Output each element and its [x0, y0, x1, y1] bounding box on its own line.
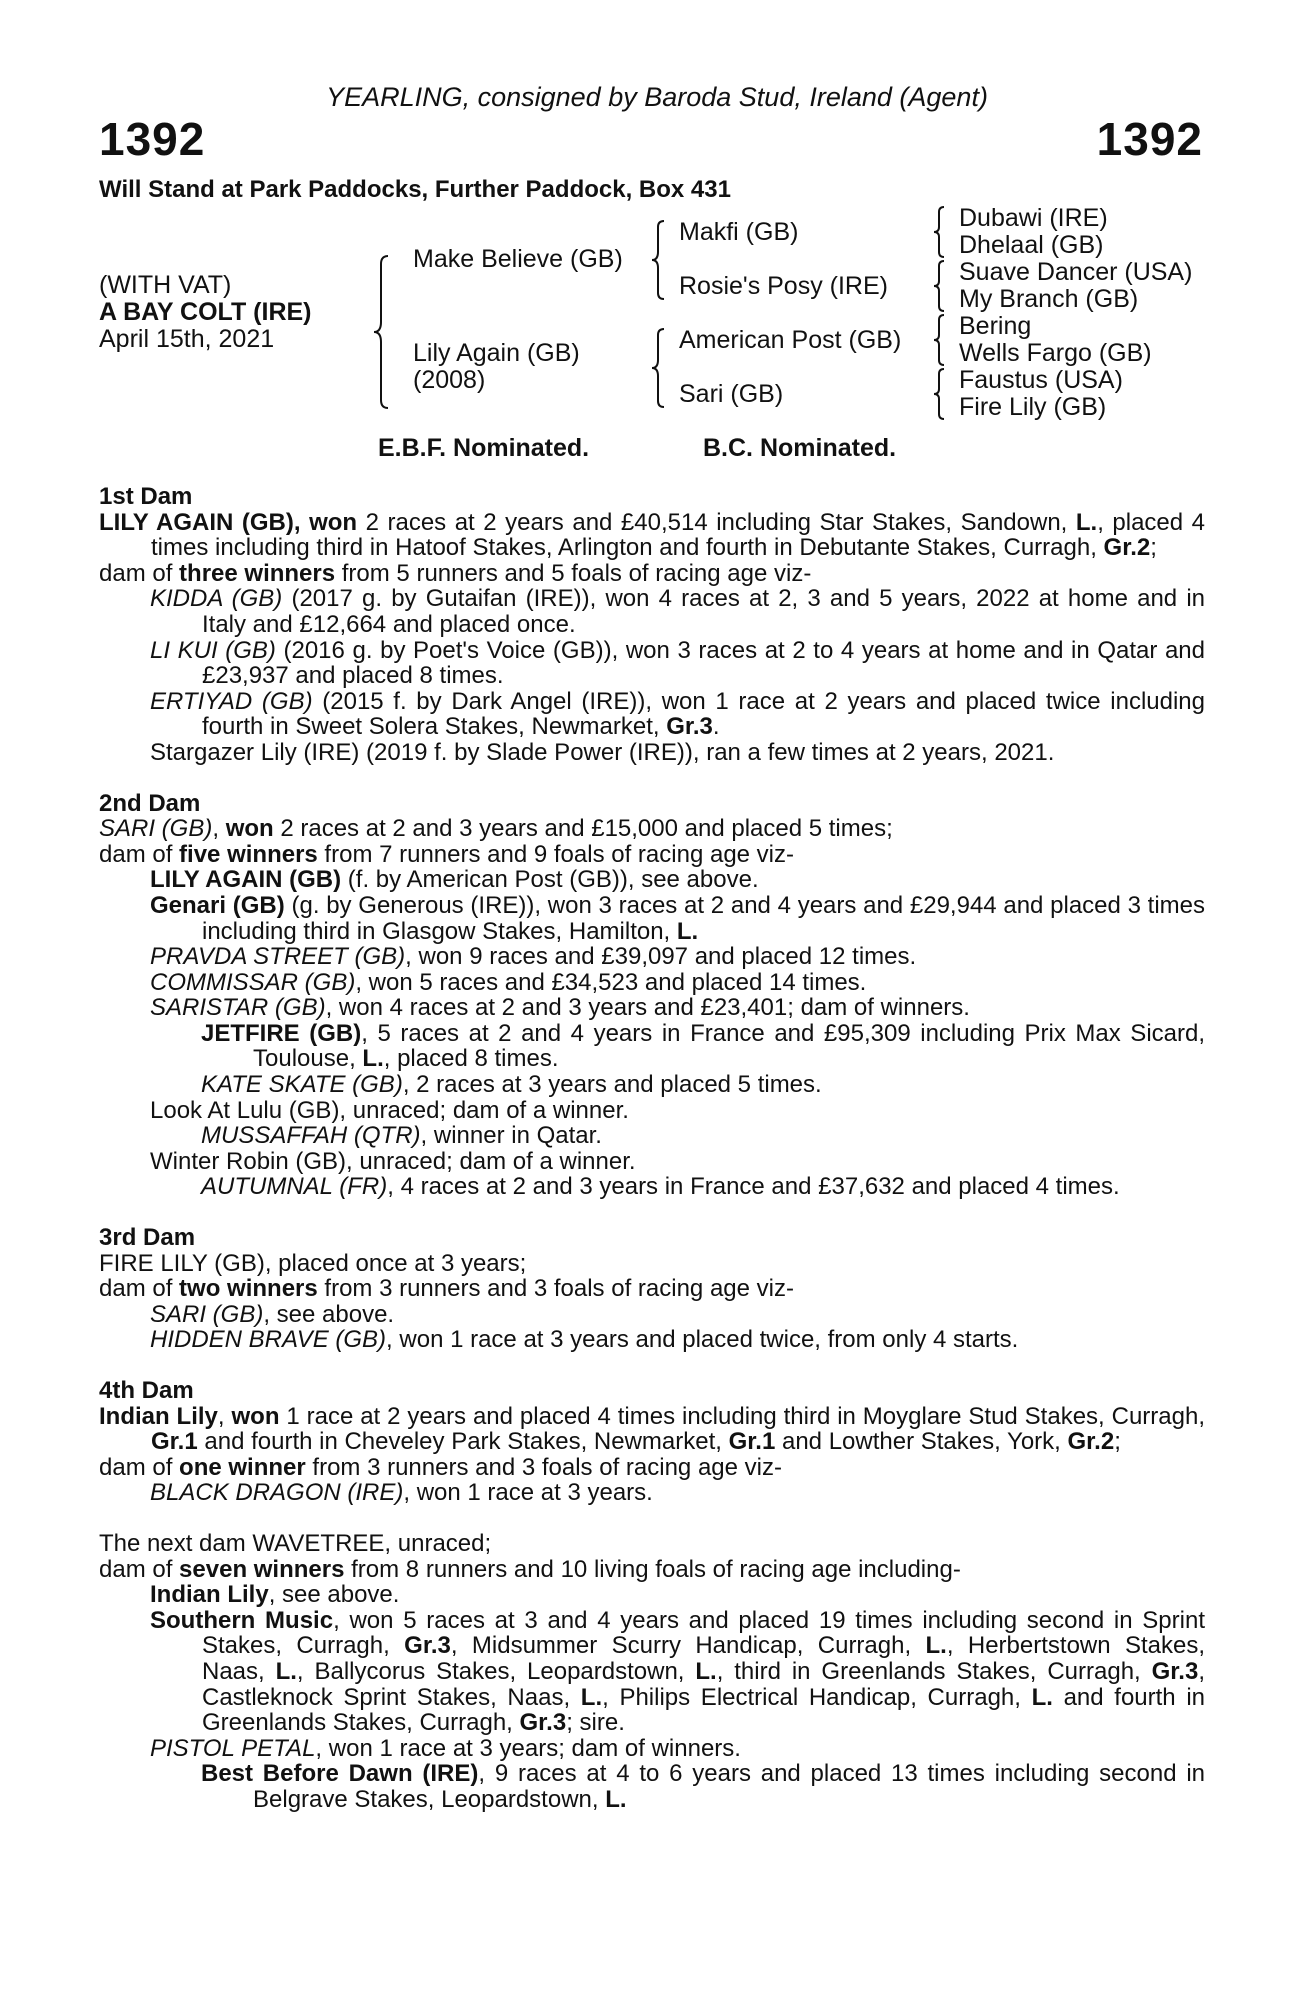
sire-name: Make Believe (GB) — [413, 245, 623, 273]
dam-record: FIRE LILY (GB), placed once at 3 years; — [99, 1249, 527, 1277]
dam-record: The next dam WAVETREE, unraced; — [99, 1529, 492, 1557]
vat-note: (WITH VAT) — [99, 271, 232, 299]
dam-sire: American Post (GB) — [679, 326, 902, 354]
sire-sire: Makfi (GB) — [679, 218, 799, 246]
progeny-entry: LI KUI (GB) (2016 g. by Poet's Voice (GB)), won 3 races at 2 to 4 years at home and in Qatar and £23,937 and placed 8 times. — [150, 636, 1205, 690]
dam-of-line: dam of five winners from 7 runners and 9 foals of racing age viz- — [99, 840, 795, 868]
grand-progeny-entry: JETFIRE (GB), 5 races at 2 and 4 years in France and £95,309 including Prix Max Sicard, Toulouse, L., placed 8 times. — [201, 1019, 1206, 1073]
foaling-date: April 15th, 2021 — [99, 325, 275, 353]
produce-record — [99, 484, 1205, 1838]
section-heading: 3rd Dam — [99, 1224, 196, 1252]
progeny-entry: Winter Robin (GB), unraced; dam of a winner. — [150, 1147, 636, 1175]
dam-record: SARI (GB), won 2 races at 2 and 3 years and £15,000 and placed 5 times; — [99, 815, 893, 843]
section-heading: 2nd Dam — [99, 789, 201, 817]
progeny-entry: KIDDA (GB) (2017 g. by Gutaifan (IRE)), won 4 races at 2, 3 and 5 years, 2022 at home and in Italy and £12,664 and placed once. — [150, 585, 1205, 638]
sire-dam: Rosie's Posy (IRE) — [679, 272, 888, 300]
grand-progeny-entry: Best Before Dawn (IRE), 9 races at 4 to 6 years and placed 13 times including second in Belgrave Stakes, Leopardstown, L. — [201, 1760, 1205, 1813]
next-dam-section — [99, 1531, 1205, 1813]
fourth-dam-section — [99, 1378, 1205, 1506]
progeny-entry: Look At Lulu (GB), unraced; dam of a winner. — [150, 1096, 629, 1124]
brace-icon — [932, 367, 950, 421]
dam-year: (2008) — [413, 366, 486, 394]
ebf-nomination: E.B.F. Nominated. — [378, 434, 590, 462]
progeny-entry: Indian Lily, see above. — [150, 1581, 400, 1609]
progeny-entry: PRAVDA STREET (GB), won 9 races and £39,097 and placed 12 times. — [150, 943, 917, 971]
progeny-entry: PISTOL PETAL, won 1 race at 3 years; dam of winners. — [150, 1734, 741, 1762]
brace-icon — [932, 205, 950, 259]
third-dam-section — [99, 1225, 1205, 1353]
dam-of-line: dam of two winners from 3 runners and 3 foals of racing age viz- — [99, 1275, 794, 1303]
second-dam-section — [99, 791, 1205, 1201]
lot-number-left: 1392 — [99, 113, 206, 165]
lot-name: A BAY COLT (IRE) — [99, 298, 312, 326]
main-brace-icon — [372, 254, 396, 410]
progeny-entry: HIDDEN BRAVE (GB), won 1 race at 3 years and placed twice, from only 4 starts. — [150, 1326, 1019, 1354]
progeny-entry: Genari (GB) (g. by Generous (IRE)), won 3 races at 2 and 4 years and £29,944 and placed 3 times including third in Glasgow Stakes, Hamilton, L. — [150, 891, 1205, 945]
brace-icon — [932, 259, 950, 313]
section-heading: 1st Dam — [99, 483, 193, 510]
grand-progeny-entry: KATE SKATE (GB), 2 races at 3 years and placed 5 times. — [201, 1071, 822, 1099]
dam-name: Lily Again (GB) — [413, 339, 580, 367]
dam-dam: Sari (GB) — [679, 380, 784, 408]
dam-of-line: dam of seven winners from 8 runners and 10 living foals of racing age including- — [99, 1555, 961, 1583]
dam-of-line: dam of three winners from 5 runners and 5 foals of racing age viz- — [99, 559, 812, 587]
sire-brace-icon — [650, 219, 670, 301]
gg-1: Dubawi (IRE) — [959, 204, 1108, 232]
gg-2: Dhelaal (GB) — [959, 231, 1104, 259]
progeny-entry: LILY AGAIN (GB) (f. by American Post (GB)), see above. — [150, 866, 759, 894]
progeny-entry: SARI (GB), see above. — [150, 1300, 395, 1328]
consignor-line: YEARLING, consigned by Baroda Stud, Ireland (Agent) — [326, 82, 988, 112]
progeny-entry: Stargazer Lily (IRE) (2019 f. by Slade Power (IRE)), ran a few times at 2 years, 2021. — [150, 738, 1055, 766]
gg-5: Bering — [959, 312, 1032, 340]
progeny-entry: SARISTAR (GB), won 4 races at 2 and 3 years and £23,401; dam of winners. — [150, 994, 970, 1022]
gg-6: Wells Fargo (GB) — [959, 339, 1152, 367]
dam-brace-icon — [650, 327, 670, 409]
dam-record: Indian Lily, won 1 race at 2 years and placed 4 times including third in Moyglare Stud Stakes, Curragh, Gr.1 and fourth in Cheveley Park Stakes, Newmarket, Gr.1 and Lowther Stakes, York, Gr.2; — [99, 1402, 1205, 1456]
progeny-entry: BLACK DRAGON (IRE), won 1 race at 3 years. — [150, 1479, 653, 1507]
brace-icon — [932, 313, 950, 367]
section-heading: 4th Dam — [99, 1377, 194, 1404]
progeny-entry: COMMISSAR (GB), won 5 races and £34,523 and placed 14 times. — [150, 968, 867, 996]
bc-nomination: B.C. Nominated. — [703, 434, 897, 462]
gg-4: My Branch (GB) — [959, 285, 1139, 313]
progeny-entry: Southern Music, won 5 races at 3 and 4 years and placed 19 times including second in Sprint Stakes, Curragh, Gr.3, Midsummer Scurry Handicap, Curragh, L., Herbertstown Stakes, Naas, L., Ballycorus Stakes, Leopardstown, L., third in Greenlands Stakes, Curragh, Gr.3, Castleknock Sprint Stakes, Naas, L., Philips Electrical Handicap, Curragh, L. and fourth in Greenlands Stakes, Curragh, Gr.3; sire. — [150, 1606, 1206, 1737]
dam-of-line: dam of one winner from 3 runners and 3 foals of racing age viz- — [99, 1453, 782, 1481]
first-dam-section — [99, 484, 1205, 766]
stabling-location: Will Stand at Park Paddocks, Further Paddock, Box 431 — [99, 176, 731, 203]
lot-number-right: 1392 — [1096, 113, 1203, 165]
progeny-entry: ERTIYAD (GB) (2015 f. by Dark Angel (IRE)), won 1 race at 2 years and placed twice including fourth in Sweet Solera Stakes, Newmarket, Gr.3. — [150, 687, 1205, 741]
gg-7: Faustus (USA) — [959, 366, 1123, 394]
grand-progeny-entry: AUTUMNAL (FR), 4 races at 2 and 3 years in France and £37,632 and placed 4 times. — [201, 1173, 1120, 1201]
gg-8: Fire Lily (GB) — [959, 393, 1107, 421]
gg-3: Suave Dancer (USA) — [959, 258, 1193, 286]
grand-progeny-entry: MUSSAFFAH (QTR), winner in Qatar. — [201, 1122, 602, 1150]
dam-record: LILY AGAIN (GB), won 2 races at 2 years and £40,514 including Star Stakes, Sandown, L., placed 4 times including third in Hatoof Stakes, Arlington and fourth in Debutante Stakes, Curragh, Gr.2; — [99, 508, 1206, 562]
